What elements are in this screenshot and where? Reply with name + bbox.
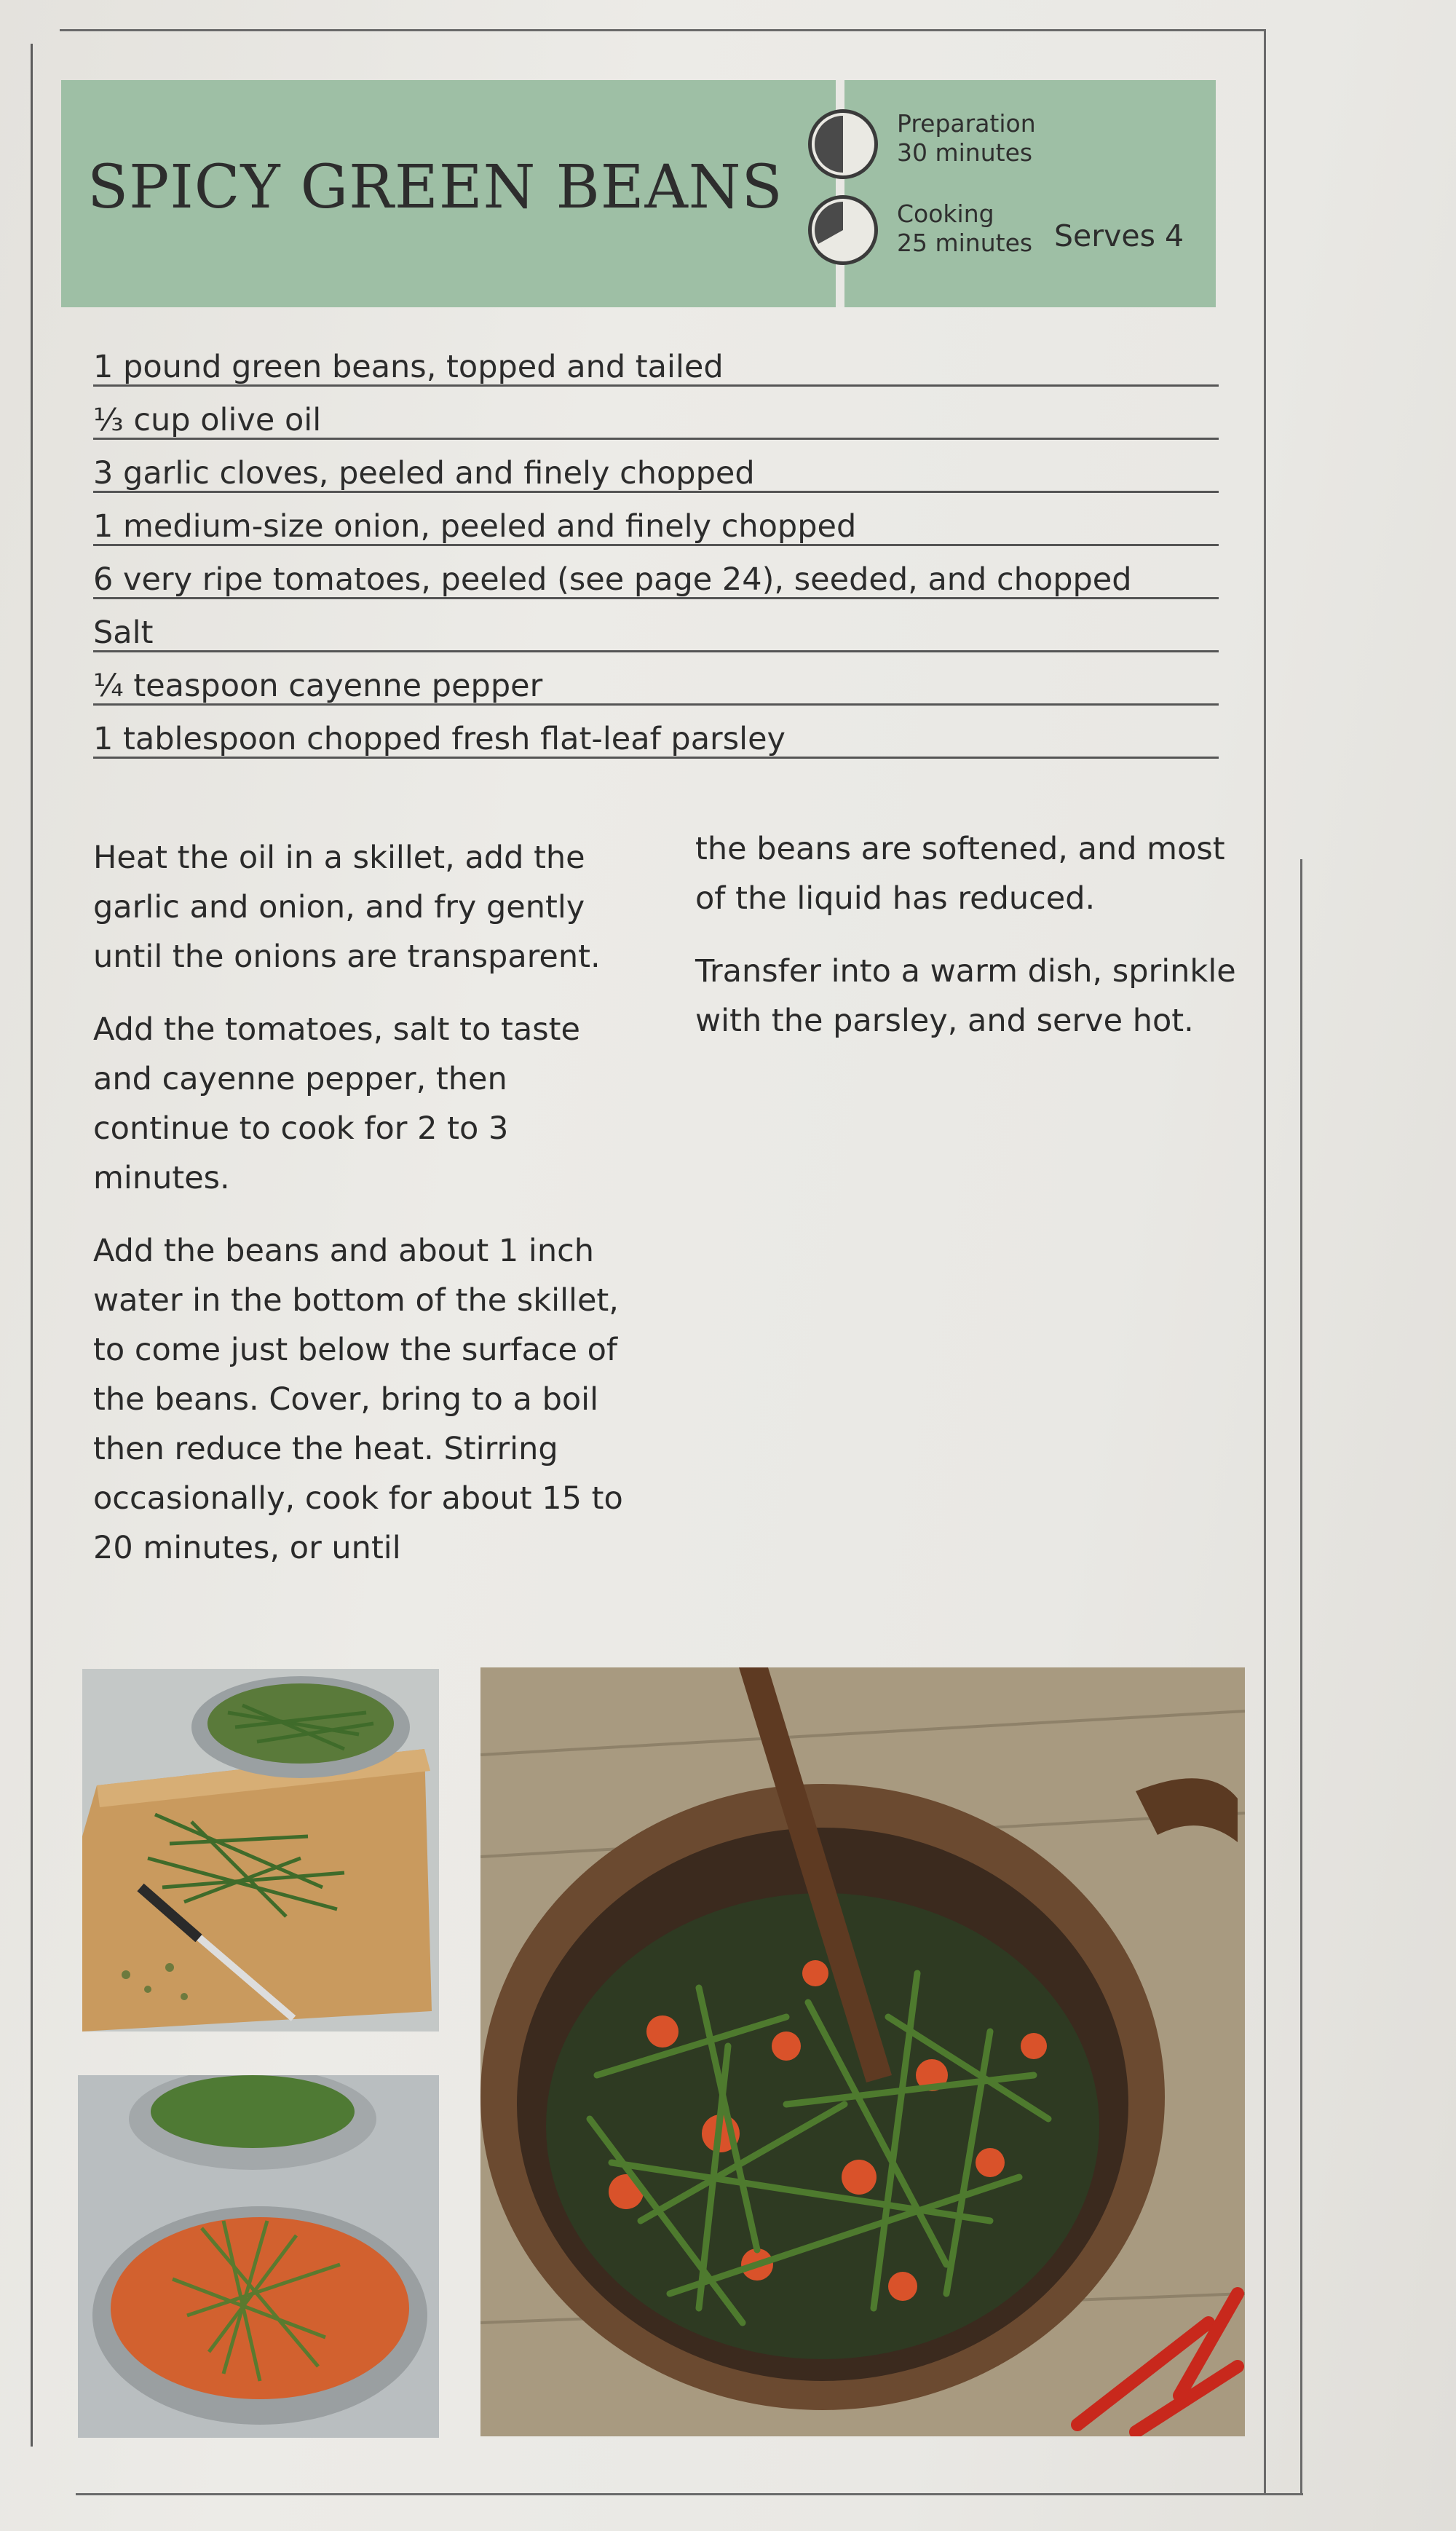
method-step: the beans are softened, and most of the liquid has reduced. xyxy=(695,831,1225,917)
facing-page-edge xyxy=(0,44,33,2447)
cooking-time: 25 minutes xyxy=(897,229,1033,257)
preparation-info xyxy=(897,109,1036,167)
finished-dish-photo xyxy=(480,1667,1245,2436)
ingredient-list xyxy=(93,333,1219,759)
cooking-info xyxy=(897,200,1032,258)
ingredient-item: 1 medium-size onion, peeled and finely chopped xyxy=(93,493,1219,546)
page-right-rule xyxy=(1300,859,1302,2495)
method-step: Add the beans and about 1 inch water in the bottom of the skillet, to come just below the surface of the beans. Cover, bring to a boil then reduce the heat. Stirring occasionally, cook for about 15 to 20 minutes, or until xyxy=(93,1233,623,1566)
method-step: Add the tomatoes, salt to taste and cayenne pepper, then continue to cook for 2 to 3 minutes. xyxy=(93,1011,580,1196)
ingredient-item: ¼ teaspoon cayenne pepper xyxy=(93,652,1219,706)
ingredient-item: 3 garlic cloves, peeled and finely chopped xyxy=(93,440,1219,493)
beans-on-board-photo xyxy=(82,1669,439,2031)
preparation-label: Preparation xyxy=(897,109,1036,138)
ingredient-item: 1 pound green beans, topped and tailed xyxy=(93,333,1219,387)
ingredient-item: 6 very ripe tomatoes, peeled (see page 24), seeded, and chopped xyxy=(93,546,1219,599)
cooking-clock-icon xyxy=(808,195,878,265)
serves-count: Serves 4 xyxy=(1054,218,1184,253)
recipe-title: SPICY GREEN BEANS xyxy=(87,153,783,222)
method-column-left xyxy=(93,833,646,1596)
ingredient-item: 1 tablespoon chopped fresh flat-leaf parsley xyxy=(93,706,1219,759)
preparation-clock-icon xyxy=(808,109,878,179)
beans-in-sauce-photo xyxy=(78,2075,439,2438)
preparation-time: 30 minutes xyxy=(897,138,1033,167)
ingredient-item: Salt xyxy=(93,599,1219,652)
method-step: Transfer into a warm dish, sprinkle with the parsley, and serve hot. xyxy=(695,953,1236,1039)
page-bottom-rule xyxy=(76,2493,1303,2495)
method-column-right xyxy=(695,824,1249,1069)
method-step: Heat the oil in a skillet, add the garlic and onion, and fry gently until the onions are transparent. xyxy=(93,840,601,975)
cooking-label: Cooking xyxy=(897,200,994,228)
ingredient-item: ⅓ cup olive oil xyxy=(93,387,1219,440)
